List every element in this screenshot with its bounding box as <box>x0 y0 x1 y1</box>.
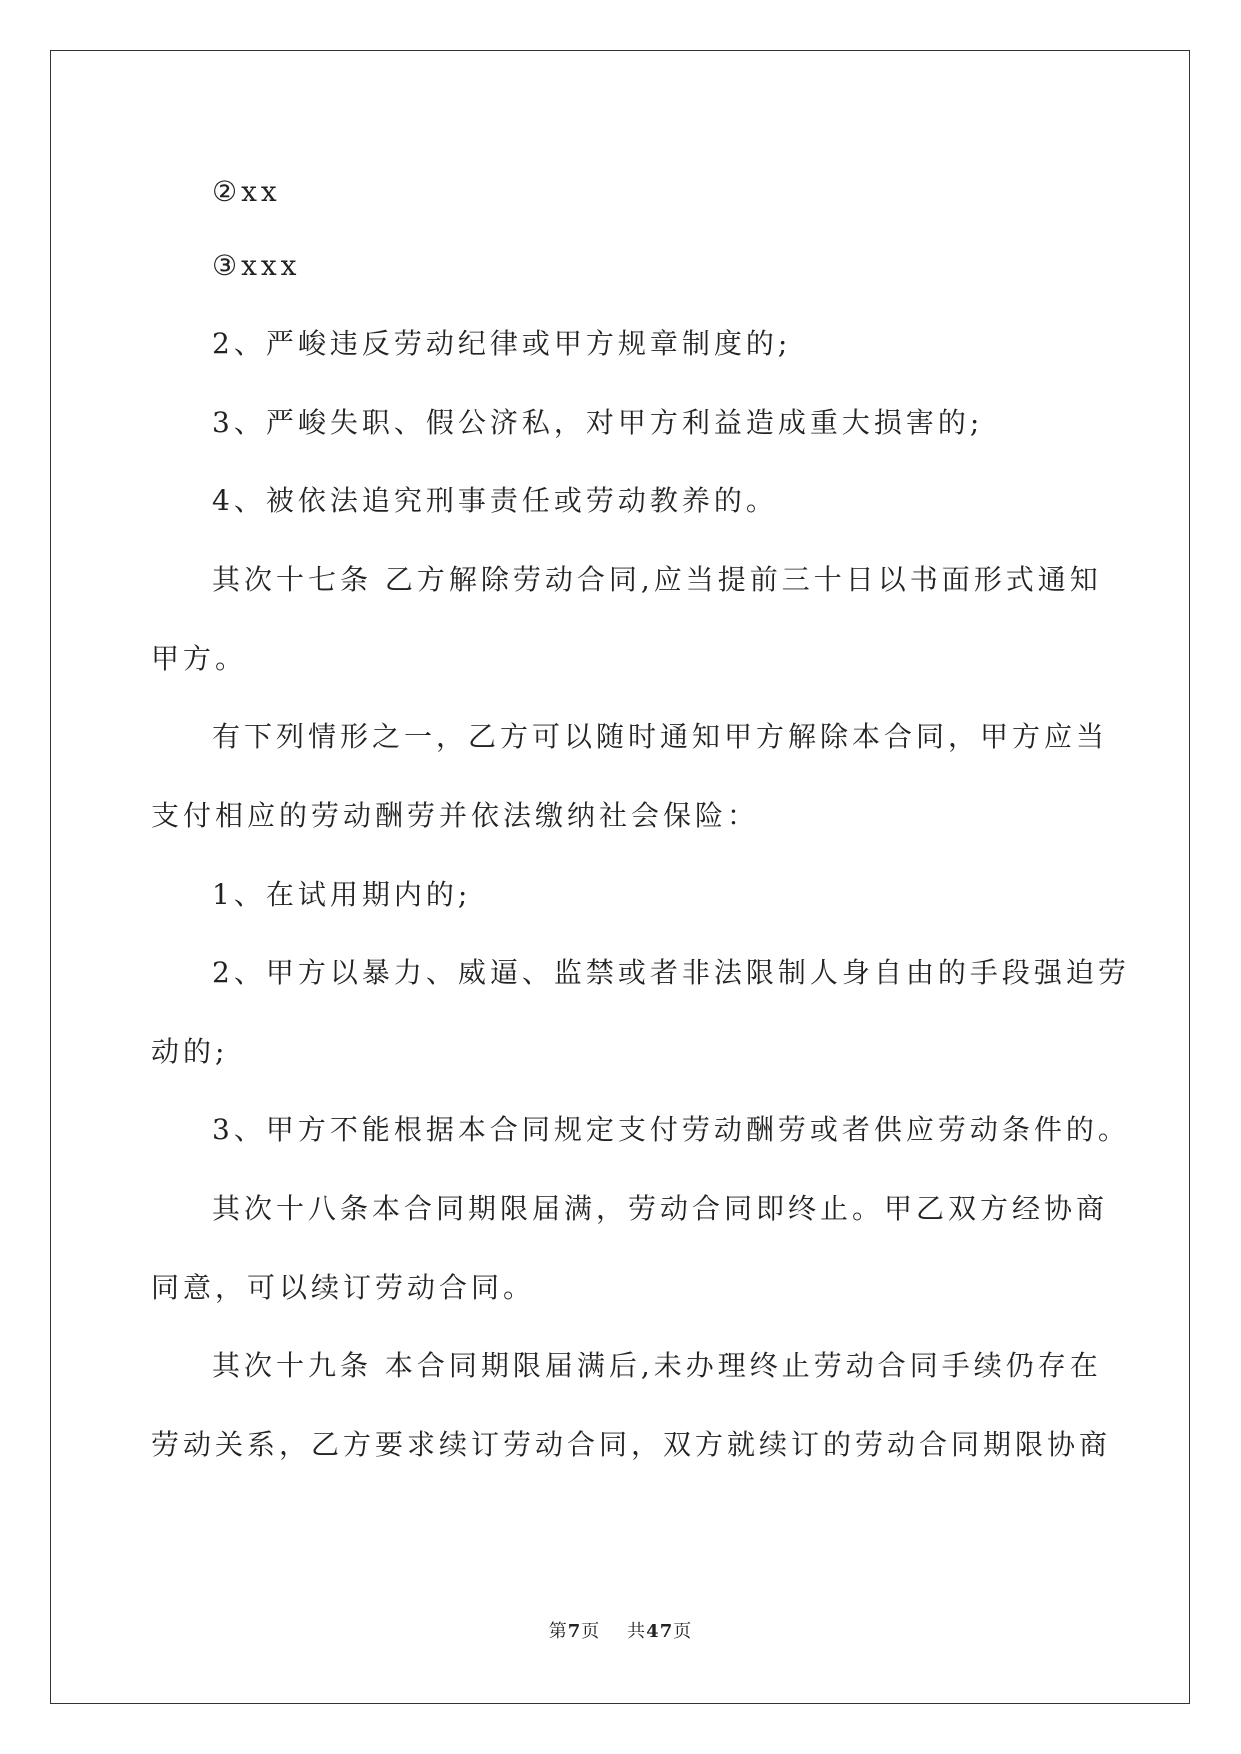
paragraph-conditions-line-1: 有下列情形之一，乙方可以随时通知甲方解除本合同，甲方应当 <box>212 720 1109 753</box>
article-18-line-1: 其次十八条本合同期限届满，劳动合同即终止。甲乙双方经协商 <box>212 1192 1109 1225</box>
list-item-2: ②xx <box>212 175 281 208</box>
total-pages: 47 <box>646 1621 674 1642</box>
total-prefix: 共 <box>627 1621 647 1642</box>
clause-item-4: 4、被依法追究刑事责任或劳动教养的。 <box>212 484 778 517</box>
page-number: 7 <box>567 1621 582 1642</box>
article-18-line-2: 同意，可以续订劳动合同。 <box>151 1271 536 1304</box>
page-prefix: 第 <box>548 1621 568 1642</box>
article-17-line-1: 其次十七条 乙方解除劳动合同,应当提前三十日以书面形式通知 <box>212 563 1102 596</box>
clause-item-3: 3、严峻失职、假公济私，对甲方利益造成重大损害的; <box>212 406 984 439</box>
condition-item-1: 1、在试用期内的; <box>212 878 472 911</box>
article-17-line-2: 甲方。 <box>151 642 248 675</box>
total-suffix: 页 <box>673 1621 693 1642</box>
paragraph-conditions-line-2: 支付相应的劳动酬劳并依法缴纳社会保险： <box>151 799 760 832</box>
condition-item-2-line-1: 2、甲方以暴力、威逼、监禁或者非法限制人身自由的手段强迫劳 <box>212 956 1130 989</box>
condition-item-2-line-2: 动的; <box>151 1035 229 1068</box>
article-19-line-1: 其次十九条 本合同期限届满后,未办理终止劳动合同手续仍存在 <box>212 1349 1102 1382</box>
condition-item-3: 3、甲方不能根据本合同规定支付劳动酬劳或者供应劳动条件的。 <box>212 1113 1130 1146</box>
article-19-line-2: 劳动关系，乙方要求续订劳动合同，双方就续订的劳动合同期限协商 <box>151 1428 1112 1461</box>
list-item-3: ③xxx <box>212 249 301 282</box>
page-footer <box>0 1620 1241 1644</box>
page-suffix: 页 <box>581 1621 601 1642</box>
clause-item-2: 2、严峻违反劳动纪律或甲方规章制度的; <box>212 327 792 360</box>
